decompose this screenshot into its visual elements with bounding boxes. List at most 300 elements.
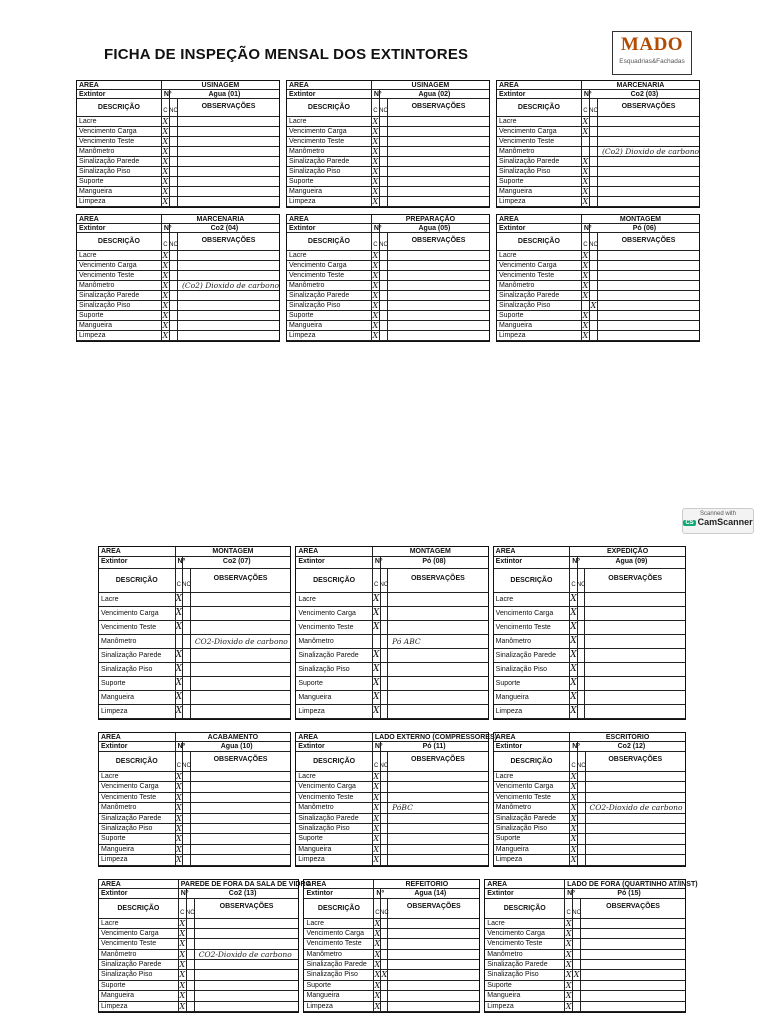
observation-note: [178, 177, 279, 187]
checklist-item-label: Limpeza: [287, 197, 372, 207]
compliant-mark: X: [372, 137, 379, 146]
compliant-mark: X: [570, 782, 577, 792]
checklist-item-label: Manômetro: [287, 147, 372, 157]
noncompliant-mark: [590, 137, 598, 147]
noncompliant-mark: [170, 177, 178, 187]
observation-note: [598, 261, 699, 271]
compliant-mark: X: [179, 949, 186, 959]
checklist-item-label: Limpeza: [497, 331, 582, 341]
observation-note: [388, 117, 489, 127]
compliant-mark: X: [372, 311, 379, 320]
extinguisher-card: [493, 732, 686, 867]
observation-note: [586, 782, 685, 792]
extintor-label: Extintor: [497, 90, 582, 99]
number-label: Nº: [163, 225, 172, 232]
extintor-label: Extintor: [287, 224, 372, 233]
area-label: AREA: [485, 880, 565, 889]
checklist-item-label: Mangueira: [304, 991, 374, 1001]
noncompliant-mark: [590, 321, 598, 331]
extinguisher-cards-grid-2: [98, 546, 698, 1025]
checklist-item-label: Limpeza: [99, 1002, 179, 1012]
noncompliant-mark: [380, 167, 388, 177]
compliant-mark: X: [582, 311, 589, 320]
compliant-mark: X: [175, 844, 182, 854]
area-value: REFEITORIO: [374, 880, 479, 889]
observation-note: [586, 824, 685, 834]
extintor-value: Co2 (04): [170, 224, 279, 233]
checklist-item-label: Vencimento Carga: [304, 929, 374, 939]
observation-note: [598, 321, 699, 331]
compliant-mark: X: [176, 691, 184, 705]
noncompliant-mark: [380, 197, 388, 207]
compliant-mark: X: [372, 117, 379, 126]
observacoes-header: OBSERVAÇÕES: [388, 569, 487, 593]
observation-note: [191, 677, 290, 691]
observation-note: [388, 157, 489, 167]
compliant-mark: X: [570, 607, 578, 621]
noncompliant-mark: [183, 814, 191, 824]
compliant-mark: X: [570, 621, 578, 635]
area-value: MONTAGEM: [582, 215, 699, 224]
noncompliant-mark: [381, 621, 389, 635]
noncompliant-mark: [381, 635, 389, 649]
checklist-item-label: Vencimento Teste: [485, 939, 565, 949]
noncompliant-mark: [578, 705, 586, 719]
area-label: AREA: [494, 547, 571, 557]
compliant-mark: X: [570, 792, 577, 802]
extintor-value: Agua (10): [183, 742, 290, 752]
area-label: AREA: [77, 215, 162, 224]
c-header: C: [372, 99, 380, 117]
checklist-item-label: Sinalização Piso: [494, 663, 571, 677]
observation-note: [598, 167, 699, 177]
noncompliant-mark: X: [381, 970, 388, 980]
noncompliant-mark: [380, 157, 388, 167]
checklist-item-label: Vencimento Carga: [497, 261, 582, 271]
nc-header: NC: [187, 899, 195, 919]
c-header: C: [373, 752, 381, 772]
noncompliant-mark: [381, 814, 389, 824]
noncompliant-mark: [183, 705, 191, 719]
extinguisher-card: [76, 80, 280, 208]
noncompliant-mark: [590, 177, 598, 187]
compliant-mark: X: [373, 649, 381, 663]
extinguisher-card: [295, 732, 497, 867]
observation-note: [191, 607, 290, 621]
checklist-item-label: Limpeza: [485, 1002, 565, 1012]
extinguisher-card: [286, 214, 490, 342]
compliant-mark: X: [372, 281, 379, 290]
observation-note: [388, 137, 489, 147]
observation-note: [388, 663, 487, 677]
nc-header: NC: [170, 99, 178, 117]
observation-note: [388, 772, 488, 782]
noncompliant-mark: [380, 147, 388, 157]
noncompliant-mark: [183, 593, 191, 607]
compliant-mark: X: [175, 772, 182, 781]
observation-note: [191, 782, 290, 792]
compliant-mark: X: [373, 663, 381, 677]
noncompliant-mark: [381, 981, 388, 991]
checklist-item-label: Suporte: [99, 677, 176, 691]
checklist-item-label: Limpeza: [99, 855, 176, 865]
camscanner-badge: [682, 508, 754, 534]
checklist-item-label: Manômetro: [99, 635, 176, 649]
observation-note: [598, 137, 699, 147]
extintor-label: Extintor: [99, 557, 176, 569]
observation-note: [388, 649, 487, 663]
checklist-item-label: Manômetro: [497, 281, 582, 291]
checklist-item-label: Sinalização Parede: [296, 649, 373, 663]
observacoes-header: OBSERVAÇÕES: [191, 569, 290, 593]
checklist-item-label: Sinalização Piso: [296, 663, 373, 677]
checklist-item-label: Manômetro: [77, 147, 162, 157]
observation-note: [598, 117, 699, 127]
noncompliant-mark: [590, 331, 598, 341]
compliant-mark: X: [570, 649, 578, 663]
checklist-item-label: Vencimento Teste: [99, 621, 176, 635]
checklist-item-label: Manômetro: [296, 635, 373, 649]
nc-header: NC: [183, 569, 191, 593]
observation-note: [585, 593, 684, 607]
compliant-mark: X: [582, 261, 589, 270]
area-label: AREA: [99, 547, 176, 557]
observation-note: [581, 981, 685, 991]
observation-note: [388, 960, 479, 970]
noncompliant-mark: [578, 772, 586, 782]
noncompliant-mark: [380, 281, 388, 291]
noncompliant-mark: [170, 157, 178, 167]
number-label: Nº: [572, 743, 580, 750]
checklist-item-label: Sinalização Parede: [77, 157, 162, 167]
observation-note: [178, 127, 279, 137]
checklist-item-label: Manômetro: [287, 281, 372, 291]
compliant-mark: X: [373, 691, 381, 705]
observation-note: [178, 271, 279, 281]
checklist-item-label: Sinalização Parede: [494, 649, 571, 663]
observation-note: [388, 197, 489, 207]
observacoes-header: OBSERVAÇÕES: [178, 99, 279, 117]
noncompliant-mark: [590, 281, 598, 291]
nc-header: NC: [381, 569, 389, 593]
noncompliant-mark: X: [573, 970, 580, 980]
compliant-mark: X: [162, 291, 169, 300]
checklist-item-label: Suporte: [77, 177, 162, 187]
noncompliant-mark: [578, 824, 586, 834]
extintor-value: Co2 (03): [590, 90, 699, 99]
noncompliant-mark: [381, 855, 389, 865]
descricao-header: DESCRIÇÃO: [287, 233, 372, 251]
extintor-label: Extintor: [304, 889, 374, 899]
observation-note: PóBC: [388, 803, 488, 813]
observation-note: [191, 621, 290, 635]
compliant-mark: X: [582, 331, 589, 340]
observation-note: [598, 187, 699, 197]
compliant-mark: X: [582, 271, 589, 280]
checklist-item-label: Suporte: [497, 311, 582, 321]
number-label: Nº: [567, 889, 575, 897]
noncompliant-mark: [183, 677, 191, 691]
checklist-item-label: Lacre: [296, 593, 373, 607]
extintor-value: Pó (08): [381, 557, 488, 569]
noncompliant-mark: [380, 301, 388, 311]
observation-note: [585, 607, 684, 621]
checklist-item-label: Suporte: [296, 834, 373, 844]
extintor-value: Co2 (07): [183, 557, 290, 569]
compliant-mark: X: [373, 782, 380, 792]
observacoes-header: OBSERVAÇÕES: [586, 752, 685, 772]
card-row: [98, 732, 686, 867]
descricao-header: DESCRIÇÃO: [77, 99, 162, 117]
compliant-mark: X: [582, 251, 589, 260]
checklist-item-label: Lacre: [77, 117, 162, 127]
noncompliant-mark: [590, 291, 598, 301]
extinguisher-card: [295, 546, 488, 720]
extintor-label: Extintor: [287, 90, 372, 99]
checklist-item-label: Sinalização Piso: [287, 301, 372, 311]
noncompliant-mark: [170, 311, 178, 321]
extintor-value: Pó (06): [590, 224, 699, 233]
observation-note: [388, 981, 479, 991]
scanned-with-label: Scanned with: [699, 511, 737, 517]
noncompliant-mark: [183, 803, 191, 813]
compliant-mark: X: [565, 980, 572, 990]
noncompliant-mark: [578, 782, 586, 792]
compliant-mark: X: [372, 127, 379, 136]
noncompliant-mark: [170, 331, 178, 341]
observation-note: [598, 251, 699, 261]
descricao-header: DESCRIÇÃO: [304, 899, 374, 919]
noncompliant-mark: [183, 621, 191, 635]
noncompliant-mark: [187, 960, 195, 970]
checklist-item-label: Limpeza: [287, 331, 372, 341]
compliant-mark: X: [162, 117, 169, 126]
noncompliant-mark: [578, 607, 586, 621]
checklist-item-label: Sinalização Parede: [287, 291, 372, 301]
noncompliant-mark: [381, 1002, 388, 1012]
noncompliant-mark: [381, 593, 389, 607]
checklist-item-label: Suporte: [296, 677, 373, 691]
c-header: C: [374, 899, 381, 919]
compliant-mark: X: [582, 197, 589, 206]
observation-note: [388, 705, 487, 719]
checklist-item-label: Sinalização Parede: [99, 814, 176, 824]
checklist-item-label: Sinalização Piso: [296, 824, 373, 834]
descricao-header: DESCRIÇÃO: [77, 233, 162, 251]
noncompliant-mark: [380, 137, 388, 147]
compliant-mark: X: [162, 177, 169, 186]
area-label: AREA: [304, 880, 374, 889]
compliant-mark: X: [179, 939, 186, 949]
observation-note: CO2-Dioxido de carbono: [191, 635, 290, 649]
number-label: Nº: [163, 91, 172, 98]
noncompliant-mark: [170, 321, 178, 331]
extintor-value: Agua (09): [578, 557, 685, 569]
observation-note: [178, 251, 279, 261]
noncompliant-mark: [170, 291, 178, 301]
compliant-mark: X: [582, 321, 589, 330]
compliant-mark: X: [570, 844, 577, 854]
noncompliant-mark: [573, 950, 581, 960]
noncompliant-mark: [170, 127, 178, 137]
checklist-item-label: Limpeza: [494, 705, 571, 719]
noncompliant-mark: [183, 793, 191, 803]
observation-note: [598, 271, 699, 281]
extinguisher-card: [496, 214, 700, 342]
compliant-mark: X: [175, 813, 182, 823]
compliant-mark: X: [374, 949, 381, 959]
checklist-item-label: Sinalização Parede: [497, 291, 582, 301]
observation-note: [191, 845, 290, 855]
checklist-item-label: Sinalização Parede: [99, 649, 176, 663]
checklist-item-label: Vencimento Carga: [494, 782, 571, 792]
number-label: Nº: [376, 889, 385, 897]
compliant-mark: X: [179, 991, 186, 1001]
noncompliant-mark: [578, 855, 586, 865]
number-label: Nº: [176, 557, 184, 569]
extintor-label: Extintor: [494, 742, 571, 752]
compliant-mark: X: [162, 331, 169, 340]
checklist-item-label: Suporte: [497, 177, 582, 187]
noncompliant-mark: [183, 691, 191, 705]
noncompliant-mark: [381, 960, 388, 970]
noncompliant-mark: [187, 991, 195, 1001]
noncompliant-mark: [380, 331, 388, 341]
noncompliant-mark: [380, 127, 388, 137]
compliant-mark: X: [162, 281, 169, 290]
checklist-item-label: Vencimento Teste: [296, 621, 373, 635]
extinguisher-card: [484, 879, 698, 1014]
descricao-header: DESCRIÇÃO: [99, 752, 176, 772]
checklist-item-label: Vencimento Teste: [497, 271, 582, 281]
checklist-item-label: Limpeza: [296, 705, 373, 719]
compliant-mark: X: [176, 621, 184, 635]
checklist-item-label: Sinalização Piso: [494, 824, 571, 834]
checklist-item-label: Suporte: [494, 677, 571, 691]
area-value: MARCENARIA: [582, 81, 699, 90]
compliant-mark: [582, 147, 590, 157]
extintor-value: Pó (11): [381, 742, 488, 752]
observation-note: [178, 291, 279, 301]
checklist-item-label: Lacre: [497, 117, 582, 127]
descricao-header: DESCRIÇÃO: [494, 752, 571, 772]
compliant-mark: X: [176, 677, 184, 691]
logo-brand: MADO: [620, 34, 684, 55]
compliant-mark: X: [373, 834, 380, 844]
nc-header: NC: [170, 233, 178, 251]
checklist-item-label: Vencimento Carga: [497, 127, 582, 137]
observation-note: [586, 793, 685, 803]
checklist-item-label: Vencimento Teste: [99, 939, 179, 949]
noncompliant-mark: [170, 281, 178, 291]
observation-note: [598, 301, 699, 311]
card-row: [76, 80, 700, 208]
observation-note: [178, 331, 279, 341]
noncompliant-mark: [183, 824, 191, 834]
compliant-mark: X: [373, 813, 380, 823]
noncompliant-mark: [381, 691, 389, 705]
noncompliant-mark: [183, 772, 191, 782]
checklist-item-label: Sinalização Parede: [287, 157, 372, 167]
area-label: AREA: [287, 81, 372, 90]
observation-note: [388, 1002, 479, 1012]
observation-note: [388, 939, 479, 949]
noncompliant-mark: [381, 607, 389, 621]
number-label: Nº: [374, 743, 383, 750]
compliant-mark: X: [175, 803, 182, 813]
checklist-item-label: Mangueira: [485, 991, 565, 1001]
compliant-mark: X: [373, 792, 380, 802]
observation-note: [581, 960, 685, 970]
observation-note: [598, 281, 699, 291]
noncompliant-mark: [381, 803, 389, 813]
noncompliant-mark: [183, 782, 191, 792]
compliant-mark: X: [582, 187, 589, 196]
checklist-item-label: Mangueira: [494, 845, 571, 855]
nc-header: NC: [578, 569, 586, 593]
checklist-item-label: Vencimento Carga: [287, 261, 372, 271]
area-value: EXPEDIÇÃO: [570, 547, 685, 557]
noncompliant-mark: [187, 970, 195, 980]
checklist-item-label: Sinalização Parede: [494, 814, 571, 824]
noncompliant-mark: [170, 117, 178, 127]
checklist-item-label: Limpeza: [99, 705, 176, 719]
noncompliant-mark: [380, 251, 388, 261]
c-header: C: [565, 899, 573, 919]
compliant-mark: X: [374, 918, 381, 928]
compliant-mark: X: [162, 271, 169, 280]
nc-header: NC: [578, 752, 586, 772]
noncompliant-mark: [590, 157, 598, 167]
checklist-item-label: Mangueira: [296, 845, 373, 855]
checklist-item-label: Lacre: [287, 251, 372, 261]
observation-note: [178, 157, 279, 167]
observation-note: [195, 929, 299, 939]
observation-note: [191, 649, 290, 663]
c-header: C: [162, 99, 170, 117]
noncompliant-mark: [578, 793, 586, 803]
compliant-mark: X: [175, 855, 182, 865]
noncompliant-mark: [590, 251, 598, 261]
noncompliant-mark: [578, 845, 586, 855]
compliant-mark: X: [179, 970, 186, 980]
noncompliant-mark: [170, 147, 178, 157]
compliant-mark: X: [162, 167, 169, 176]
observation-note: [585, 635, 684, 649]
c-header: C: [373, 569, 381, 593]
checklist-item-label: Lacre: [304, 919, 374, 929]
noncompliant-mark: [573, 919, 581, 929]
compliant-mark: X: [582, 281, 589, 290]
observation-note: (Co2) Dioxido de carbono: [598, 147, 699, 157]
noncompliant-mark: [573, 981, 581, 991]
noncompliant-mark: [380, 321, 388, 331]
checklist-item-label: Sinalização Piso: [497, 301, 582, 311]
compliant-mark: X: [373, 593, 381, 607]
extintor-value: Co2 (12): [578, 742, 685, 752]
noncompliant-mark: [170, 167, 178, 177]
observation-note: [581, 939, 685, 949]
noncompliant-mark: [170, 137, 178, 147]
compliant-mark: X: [179, 1001, 186, 1011]
checklist-item-label: Limpeza: [77, 197, 162, 207]
area-value: MONTAGEM: [373, 547, 488, 557]
noncompliant-mark: [381, 649, 389, 663]
compliant-mark: X: [374, 1001, 381, 1011]
extinguisher-card: [496, 80, 700, 208]
area-value: USINAGEM: [162, 81, 279, 90]
observacoes-header: OBSERVAÇÕES: [388, 99, 489, 117]
